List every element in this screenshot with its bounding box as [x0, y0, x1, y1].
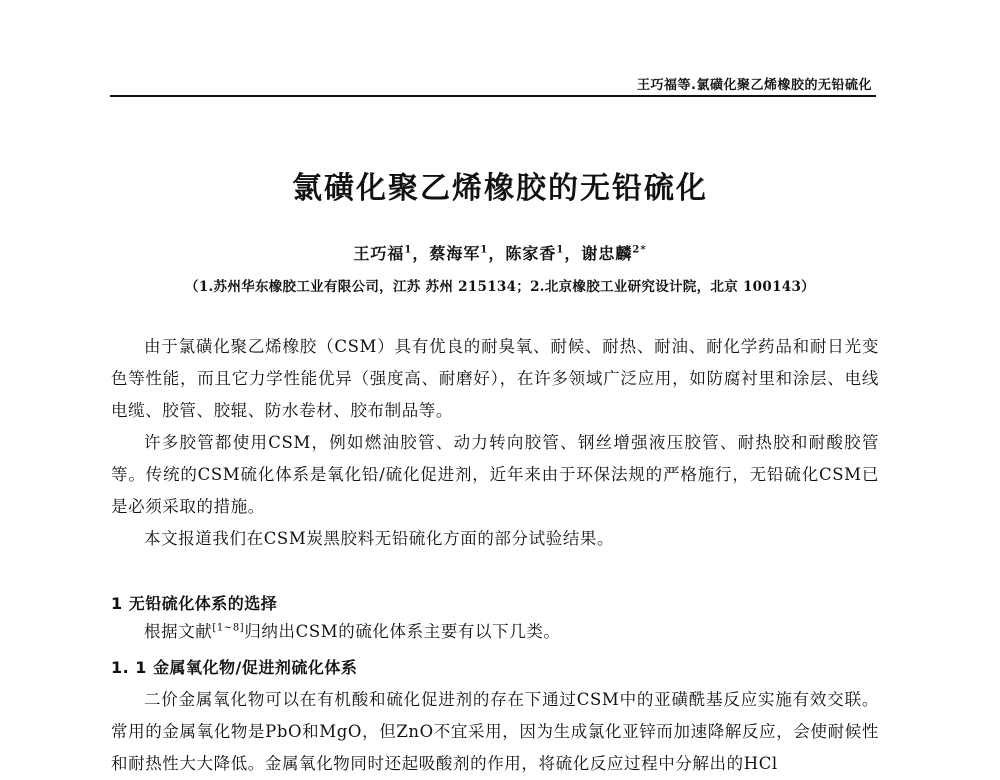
introduction: [111, 331, 879, 555]
author-affiliation-mark: 2*: [632, 244, 647, 256]
author-separator: ，: [412, 244, 430, 263]
intro-paragraph: 许多胶管都使用CSM，例如燃油胶管、动力转向胶管、钢丝增强液压胶管、耐热胶和耐酸胶管等。传统的CSM硫化体系是氧化铅/硫化促进剂，近年来由于环保法规的严格施行，无铅硫化CSM已是必须采取的措施。: [111, 433, 879, 516]
section-heading: 1 无铅硫化体系的选择: [111, 594, 278, 613]
subsection-heading: 1. 1 金属氧化物/促进剂硫化体系: [111, 658, 358, 677]
section-paragraph: 二价金属氧化物可以在有机酸和硫化促进剂的存在下通过CSM中的亚磺酰基反应实施有效交联。常用的金属氧化物是PbO和MgO，但ZnO不宜采用，因为生成氯化亚锌而加速降解反应，会使耐候性和耐热性大大降低。金属氧化物同时还起吸酸剂的作用，将硫化反应过程中分解出的HCl: [111, 690, 879, 773]
author-affiliation-mark: 1: [480, 244, 489, 256]
running-header: 王巧福等.氯磺化聚乙烯橡胶的无铅硫化: [637, 78, 872, 93]
author-affiliation-mark: 1: [404, 244, 413, 256]
text-segment: 根据文献: [144, 622, 213, 641]
author-separator: ，: [564, 244, 582, 263]
subsection-body: [111, 684, 879, 780]
author-list: [0, 241, 1000, 264]
author-name: 陈家香: [505, 244, 557, 263]
intro-paragraph: 由于氯磺化聚乙烯橡胶（CSM）具有优良的耐臭氧、耐候、耐热、耐油、耐化学药品和耐日光变色等性能，而且它力学性能优异（强度高、耐磨好），在许多领域广泛应用，如防腐衬里和涂层、电线电缆、胶管、胶辊、防水卷材、胶布制品等。: [111, 337, 879, 420]
author-affiliation-mark: 1: [556, 244, 565, 256]
author-name: 谢忠麟: [581, 244, 633, 263]
author-separator: ，: [488, 244, 506, 263]
author-name: 王巧福: [353, 244, 405, 263]
header-rule: [110, 95, 876, 97]
affiliations: （1.苏州华东橡胶工业有限公司，江苏 苏州 215134；2.北京橡胶工业研究设计院，北京 100143）: [185, 279, 815, 295]
section-paragraph: [111, 616, 879, 648]
citation-ref: [1~8]: [212, 622, 245, 634]
author-name: 蔡海军: [429, 244, 481, 263]
intro-paragraph: 本文报道我们在CSM炭黑胶料无铅硫化方面的部分试验结果。: [144, 529, 615, 548]
text-segment: 归纳出CSM的硫化体系主要有以下几类。: [244, 622, 561, 641]
paper-title: 氯磺化聚乙烯橡胶的无铅硫化: [292, 171, 708, 206]
section-body: [111, 616, 879, 648]
